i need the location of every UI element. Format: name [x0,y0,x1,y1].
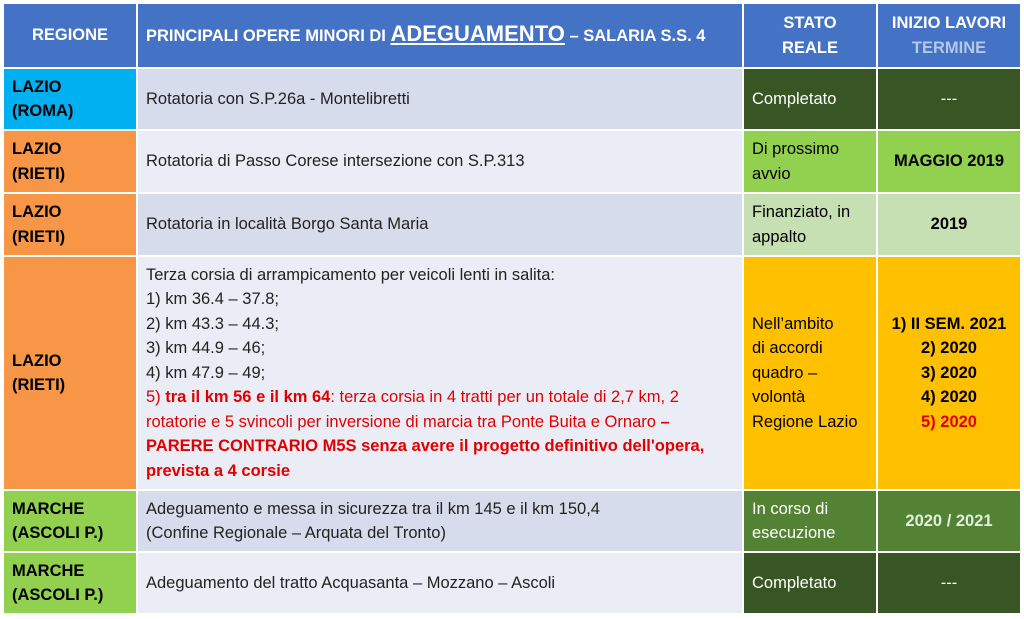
region-province: (RIETI) [12,227,66,246]
state-line1: Di prossimo [752,140,840,158]
state-line1: In corso di [752,499,829,518]
header-dates-line1: INIZIO LAVORI [891,14,1007,32]
region-cell [3,193,137,256]
work-red-paragraph [146,385,734,483]
region-province: (RIETI) [12,376,66,394]
region-province: (ASCOLI P.) [12,586,104,604]
region-cell [3,256,137,490]
state-cell [743,256,877,490]
state-line: Nell’ambito [752,314,834,333]
work-line: 3) km 44.9 – 46; [146,339,266,358]
state-line: quadro – [752,363,818,382]
header-works-prefix: PRINCIPALI OPERE MINORI DI [146,27,391,46]
header-dates-line2: TERMINE [911,38,987,57]
state-cell [743,193,877,256]
work-cell [137,490,743,552]
dates-cell: 2019 [877,193,1021,256]
work-line: 1) km 36.4 – 37.8; [146,290,279,309]
header-row [3,3,1021,68]
header-state [743,3,877,68]
work-line: 4) km 47.9 – 49; [146,363,266,382]
work-cell: Rotatoria in località Borgo Santa Maria [137,193,743,256]
state-line: di accordi [752,339,823,358]
header-state-line2: REALE [782,38,838,57]
dates-cell: MAGGIO 2019 [877,130,1021,193]
table-row [3,256,1021,490]
header-dates [877,3,1021,68]
work-cell [137,256,743,490]
header-state-line1: STATO [783,14,837,32]
work-cell: Rotatoria di Passo Corese intersezione con S.P.313 [137,130,743,193]
region-name: LAZIO [12,140,62,158]
work-cell: Adeguamento del tratto Acquasanta – Mozzano – Ascoli [137,552,743,614]
region-cell [3,130,137,193]
state-line2: appalto [752,227,807,246]
works-table [2,2,1022,615]
header-works-emphasis: ADEGUAMENTO [390,21,565,47]
work-red-rest: : terza corsia in 4 tratti per un totale di 2,7 km, 2 rotatorie e 5 svincoli per inversione di marcia tra Ponte Buita e Ornaro [146,388,679,431]
dates-cell [877,256,1021,490]
work-cell: Rotatoria con S.P.26a - Montelibretti [137,68,743,130]
work-line: Terza corsia di arrampicamento per veicoli lenti in salita: [146,265,556,284]
header-region: REGIONE [3,3,137,68]
state-line: Regione Lazio [752,412,858,431]
table-row [3,193,1021,256]
table-row [3,68,1021,130]
region-cell [3,68,137,130]
region-name: MARCHE [12,561,85,580]
work-red-final: – PARERE CONTRARIO M5S senza avere il progetto definitivo dell'opera, prevista a 4 corsie [146,412,705,480]
header-works [137,3,743,68]
date-line: 2) 2020 [921,339,977,358]
state-cell: Completato [743,68,877,130]
date-line: 1) II SEM. 2021 [891,314,1007,333]
region-name: LAZIO [12,77,62,96]
work-line: Adeguamento e messa in sicurezza tra il km 145 e il km 150,4 [146,499,600,518]
region-cell [3,490,137,552]
date-line: 4) 2020 [921,388,977,407]
table-row [3,130,1021,193]
region-name: MARCHE [12,499,85,518]
state-line2: esecuzione [752,524,836,542]
region-cell [3,552,137,614]
dates-cell: 2020 / 2021 [877,490,1021,552]
state-line2: avvio [752,164,791,183]
region-province: (ASCOLI P.) [12,524,104,542]
table-row [3,490,1021,552]
work-line: (Confine Regionale – Arquata del Tronto) [146,524,446,542]
state-line1: Finanziato, in [752,203,851,221]
work-red-bold: tra il km 56 e il km 64 [165,388,331,407]
region-name: LAZIO [12,351,62,370]
region-province: (RIETI) [12,164,66,183]
dates-cell: --- [877,68,1021,130]
date-line: 3) 2020 [921,363,977,382]
date-line-red: 5) 2020 [921,412,977,431]
state-cell [743,490,877,552]
work-line: 2) km 43.3 – 44.3; [146,314,279,333]
table-row [3,552,1021,614]
dates-cell: --- [877,552,1021,614]
state-cell [743,130,877,193]
state-line: volontà [752,388,806,407]
work-red-prefix: 5) [146,388,166,407]
region-name: LAZIO [12,203,62,221]
region-province: (ROMA) [12,102,74,120]
header-works-suffix: – SALARIA S.S. 4 [564,27,706,46]
state-cell: Completato [743,552,877,614]
